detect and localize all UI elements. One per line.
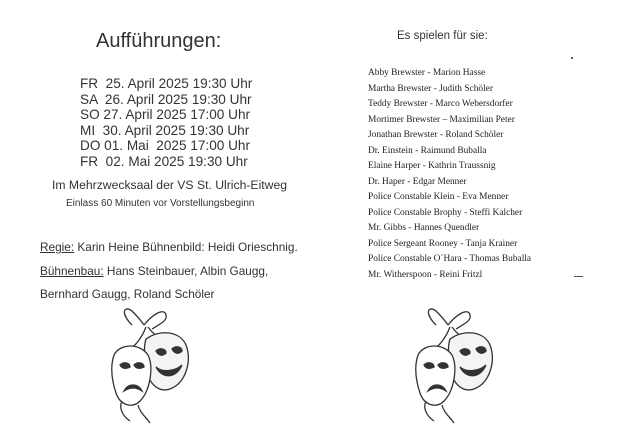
- stage-build-label: Bühnenbau:: [40, 263, 104, 278]
- scan-speck: [574, 276, 583, 277]
- stage-build-value: Hans Steinbauer, Albin Gaugg,: [103, 263, 269, 278]
- performance-date: SA 26. April 2025 19:30 Uhr: [80, 91, 252, 107]
- admission-note: Einlass 60 Minuten vor Vorstellungsbeginn: [66, 198, 255, 209]
- crew-credits: [40, 236, 298, 307]
- cast-entry: Abby Brewster - Marion Hasse: [368, 68, 486, 78]
- cast-entry: Elaine Harper - Kathrin Traussnig: [368, 161, 496, 171]
- director-line: [40, 236, 298, 260]
- cast-entry: Mr. Gibbs - Hannes Quendler: [368, 223, 480, 233]
- cast-title: Es spielen für sie:: [397, 30, 488, 42]
- cast-entry: Police Sergeant Rooney - Tanja Krainer: [368, 238, 518, 249]
- cast-entry: Mortimer Brewster – Maximilian Peter: [368, 114, 515, 125]
- cast-entry: Mr. Witherspoon - Reini Fritzl: [368, 269, 483, 280]
- cast-entry: Police Constable O´Hara - Thomas Buballa: [368, 254, 532, 264]
- performance-date: DO 01. Mai 2025 17:00 Uhr: [80, 138, 251, 154]
- performance-date: FR 25. April 2025 19:30 Uhr: [80, 76, 253, 91]
- performance-date: SO 27. April 2025 17:00 Uhr: [80, 107, 251, 123]
- performance-list: [80, 76, 252, 170]
- cast-entry: Dr. Haper - Edgar Menner: [368, 176, 467, 187]
- director-value: Karin Heine Bühnenbild: Heidi Orieschnig.: [74, 240, 298, 254]
- cast-entry: Police Constable Brophy - Steffi Kalcher: [368, 207, 523, 218]
- stage-build-continued: Bernhard Gaugg, Roland Schöler: [40, 287, 215, 301]
- venue-text: Im Mehrzwecksaal der VS St. Ulrich-Eitweg: [52, 178, 288, 192]
- cast-entry: Police Constable Klein - Eva Menner: [368, 192, 509, 202]
- director-label: Regie:: [40, 240, 75, 254]
- performance-date: MI 30. April 2025 19:30 Uhr: [80, 122, 250, 138]
- theatre-masks-icon: [102, 305, 194, 425]
- performance-date: FR 02. Mai 2025 19:30 Uhr: [80, 153, 248, 169]
- stage-build-line: [40, 260, 298, 284]
- cast-entry: Dr. Einstein - Raimund Buballa: [368, 145, 487, 156]
- scan-speck: [571, 57, 573, 59]
- cast-entry: Teddy Brewster - Marco Webersdorfer: [368, 99, 513, 109]
- performances-title: Aufführungen:: [96, 30, 222, 52]
- theatre-masks-icon: [406, 305, 498, 425]
- cast-list: [368, 66, 531, 283]
- cast-entry: Martha Brewster - Judith Schöler: [368, 83, 493, 94]
- cast-entry: Jonathan Brewster - Roland Schöler: [368, 130, 504, 140]
